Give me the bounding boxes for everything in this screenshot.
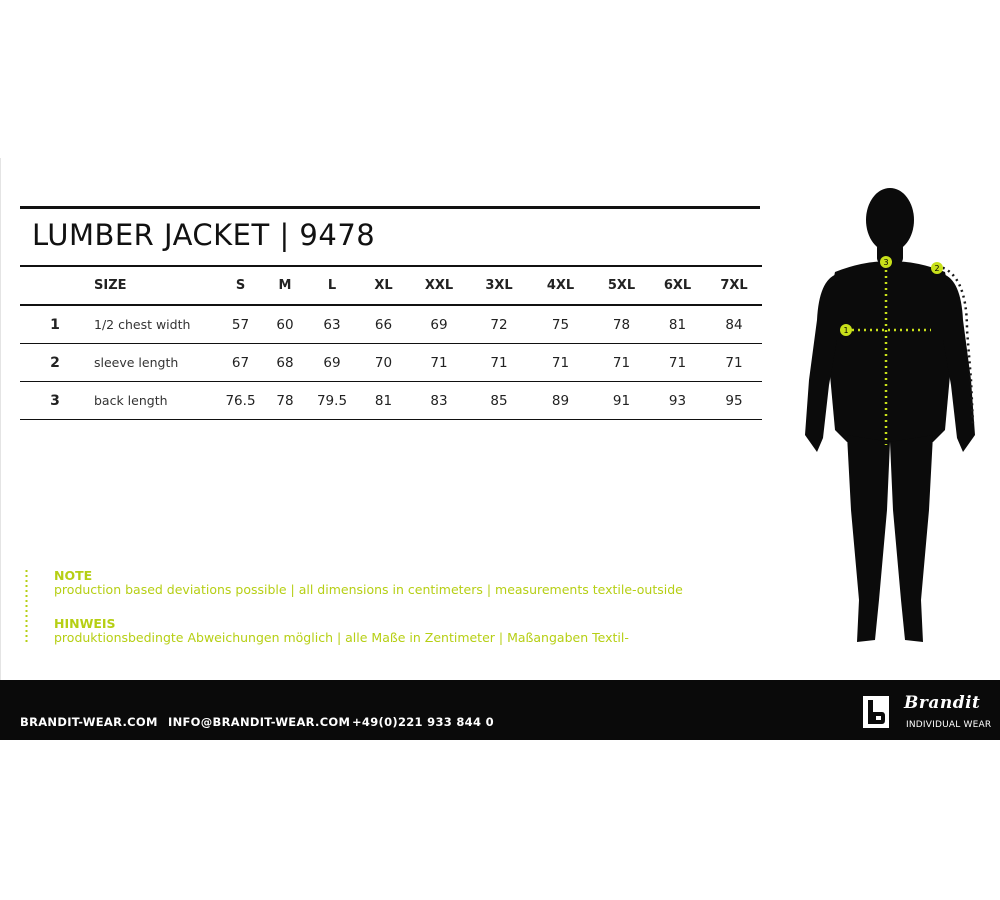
table-cell: 71	[407, 344, 471, 382]
table-cell: 67	[215, 344, 266, 382]
table-cell: 81	[649, 305, 706, 344]
table-cell: 70	[360, 344, 407, 382]
hinweis-text: produktionsbedingte Abweichungen möglich | alle Maße in Zentimeter | Maßangaben Textil-	[54, 630, 629, 645]
marker-1	[840, 324, 852, 336]
row-label: back length	[90, 382, 215, 420]
body-silhouette-icon	[795, 180, 985, 650]
table-row	[20, 344, 762, 382]
table-cell: 66	[360, 305, 407, 344]
row-label: sleeve length	[90, 344, 215, 382]
table-cell: 63	[304, 305, 360, 344]
index-header	[20, 267, 90, 305]
marker-3	[880, 256, 892, 268]
hinweis-heading: HINWEIS	[54, 616, 116, 631]
size-col-header: XL	[360, 267, 407, 305]
table-cell: 95	[706, 382, 762, 420]
phone-number: +49(0)221 933 844 0	[352, 715, 494, 729]
table-cell: 93	[649, 382, 706, 420]
table-cell: 89	[527, 382, 594, 420]
size-table	[20, 267, 762, 420]
table-cell: 91	[594, 382, 649, 420]
table-cell: 69	[304, 344, 360, 382]
brand-tagline: INDIVIDUAL WEAR	[906, 720, 992, 730]
marker-2	[931, 262, 943, 274]
row-index: 3	[20, 382, 90, 420]
table-cell: 81	[360, 382, 407, 420]
footer-bar	[0, 680, 1000, 740]
table-row	[20, 382, 762, 420]
table-cell: 76.5	[215, 382, 266, 420]
table-cell: 79.5	[304, 382, 360, 420]
brand-logo-text: Brandit	[904, 693, 981, 713]
page-edge	[0, 158, 1, 680]
table-cell: 71	[706, 344, 762, 382]
size-col-header: 4XL	[527, 267, 594, 305]
svg-text:2: 2	[934, 264, 940, 273]
size-col-header: S	[215, 267, 266, 305]
table-cell: 68	[266, 344, 304, 382]
table-cell: 60	[266, 305, 304, 344]
note-text: production based deviations possible | all dimensions in centimeters | measurements textile-outside	[54, 582, 683, 597]
email-link[interactable]: INFO@BRANDIT-WEAR.COM	[168, 715, 351, 729]
top-rule	[20, 206, 760, 209]
brandit-b-logo-icon	[862, 695, 890, 729]
note-heading: NOTE	[54, 568, 93, 583]
page-title: LUMBER JACKET | 9478	[32, 218, 376, 252]
row-index: 2	[20, 344, 90, 382]
table-cell: 69	[407, 305, 471, 344]
table-cell: 71	[649, 344, 706, 382]
size-header: SIZE	[90, 267, 215, 305]
table-cell: 78	[266, 382, 304, 420]
size-col-header: 3XL	[471, 267, 527, 305]
size-col-header: 7XL	[706, 267, 762, 305]
table-cell: 84	[706, 305, 762, 344]
table-row	[20, 305, 762, 344]
svg-text:3: 3	[883, 258, 889, 267]
row-index: 1	[20, 305, 90, 344]
table-cell: 75	[527, 305, 594, 344]
svg-text:1: 1	[843, 326, 849, 335]
table-cell: 71	[594, 344, 649, 382]
table-cell: 83	[407, 382, 471, 420]
website-link[interactable]: BRANDIT-WEAR.COM	[20, 715, 158, 729]
table-cell: 71	[471, 344, 527, 382]
size-col-header: 6XL	[649, 267, 706, 305]
table-header-row	[20, 267, 762, 305]
row-label: 1/2 chest width	[90, 305, 215, 344]
table-cell: 71	[527, 344, 594, 382]
size-col-header: XXL	[407, 267, 471, 305]
table-cell: 78	[594, 305, 649, 344]
size-col-header: 5XL	[594, 267, 649, 305]
note-accent-bar	[25, 566, 28, 646]
table-cell: 57	[215, 305, 266, 344]
table-cell: 85	[471, 382, 527, 420]
table-cell: 72	[471, 305, 527, 344]
size-col-header: M	[266, 267, 304, 305]
size-col-header: L	[304, 267, 360, 305]
